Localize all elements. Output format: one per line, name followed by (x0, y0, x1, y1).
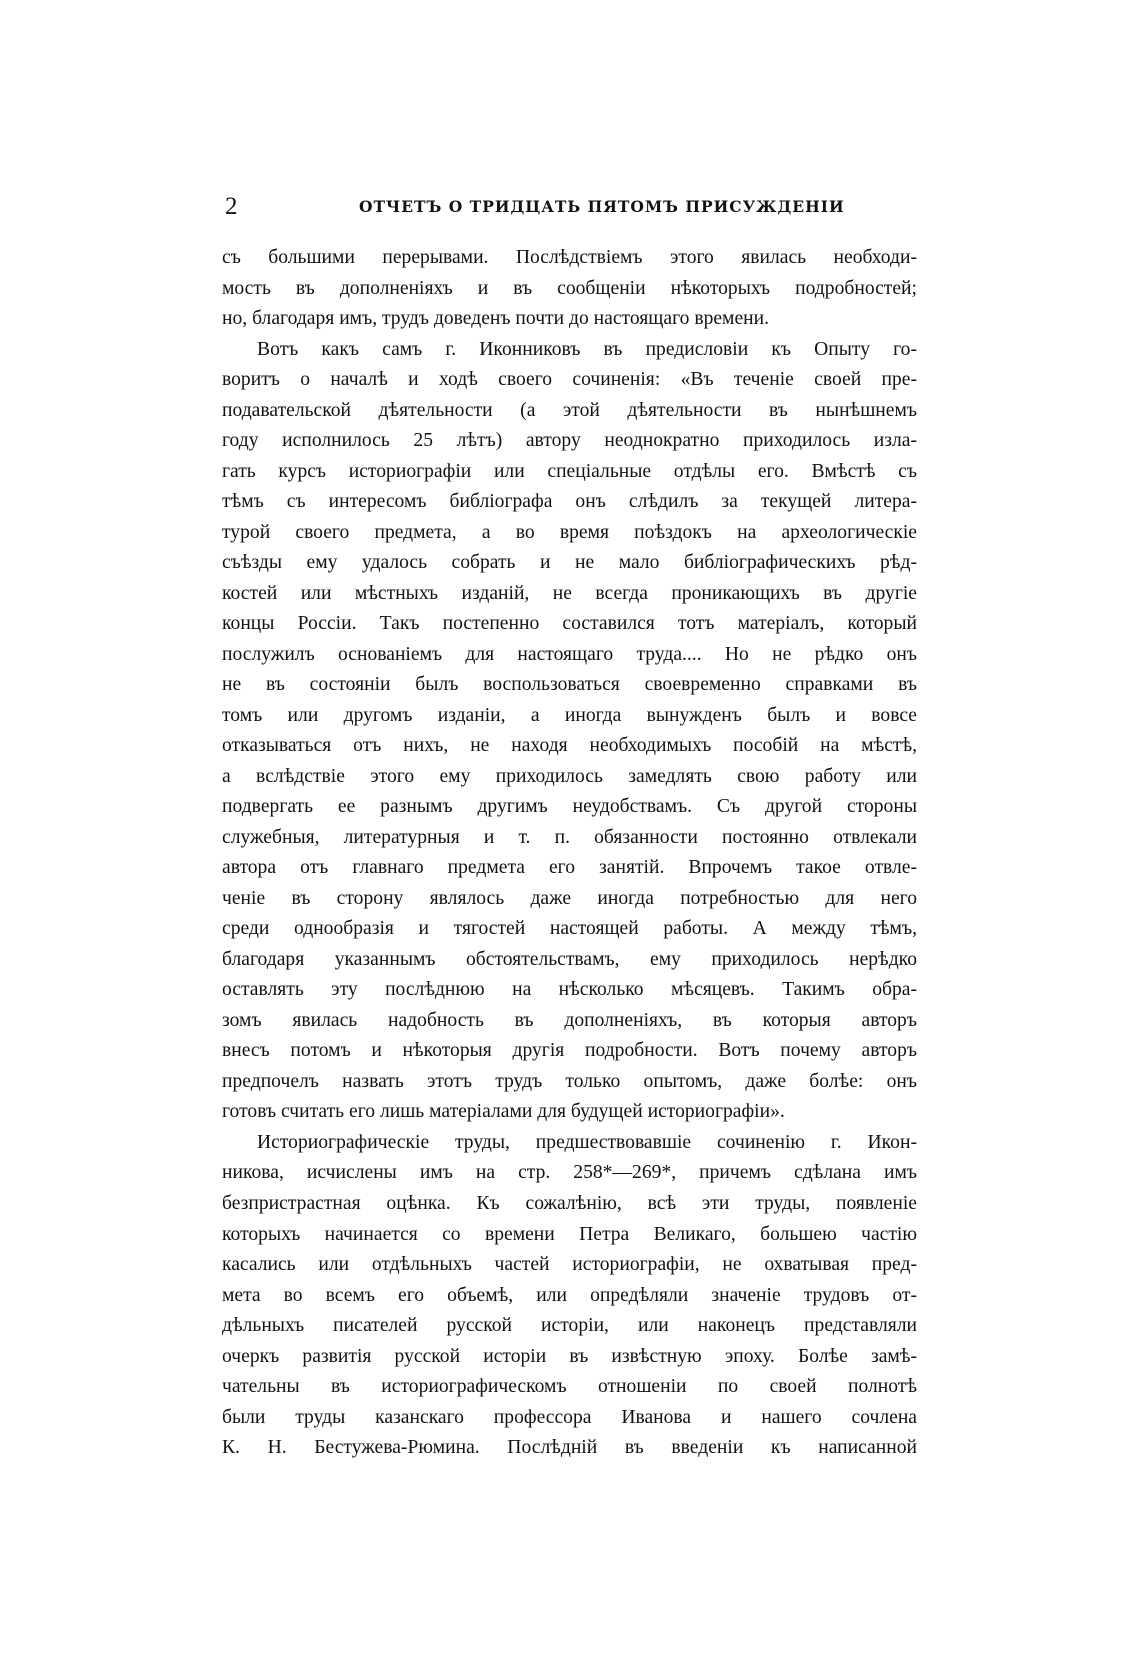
text-line: турой своего предмета, а во время поѣздокъ на археологическіе (222, 521, 917, 543)
running-head (225, 191, 915, 223)
text-line: готовъ считать его лишь матеріалами для будущей историографіи». (222, 1101, 785, 1123)
text-line: гать курсъ историографіи или спеціальные отдѣлы его. Вмѣстѣ съ (222, 460, 917, 482)
text-line: К. Н. Бестужева-Рюмина. Послѣдній въ введеніи къ написанной (222, 1437, 917, 1459)
text-line: подавательской дѣятельности (а этой дѣятельности въ нынѣшнемъ (222, 399, 917, 421)
text-line: съ большими перерывами. Послѣдствіемъ этого явилась необходи- (222, 247, 917, 268)
text-line: среди однообразія и тягостей настоящей работы. А между тѣмъ, (222, 918, 917, 940)
text-line: благодаря указаннымъ обстоятельствамъ, ему приходилось нерѣдко (222, 948, 917, 970)
text-line: отказываться отъ нихъ, не находя необходимыхъ пособій на мѣстѣ, (222, 735, 917, 757)
text-line: никова, исчислены имъ на стр. 258*—269*, причемъ сдѣлана имъ (222, 1162, 917, 1184)
text-line: чательны въ историографическомъ отношеніи по своей полнотѣ (222, 1376, 917, 1398)
text-line: ченіе въ сторону являлось даже иногда потребностью для него (222, 887, 917, 909)
text-line: внесъ потомъ и нѣкоторыя другія подробности. Вотъ почему авторъ (222, 1040, 917, 1062)
text-line: концы Россіи. Такъ постепенно составился тотъ матеріалъ, который (222, 613, 917, 635)
text-line: а вслѣдствіе этого ему приходилось замедлять свою работу или (222, 765, 917, 787)
text-line: Историографическіе труды, предшествовавшіе сочиненію г. Икон- (257, 1131, 917, 1153)
text-line: костей или мѣстныхъ изданій, не всегда проникающихъ въ другіе (222, 582, 917, 604)
text-line: касались или отдѣльныхъ частей историографіи, не охватывая пред- (222, 1254, 917, 1276)
text-line: служебныя, литературныя и т. п. обязанности постоянно отвлекали (222, 826, 917, 848)
text-line: были труды казанскаго профессора Иванова и нашего сочлена (222, 1406, 917, 1428)
text-line: мость въ дополненіяхъ и въ сообщеніи нѣкоторыхъ подробностей; (222, 277, 917, 299)
text-line: тѣмъ съ интересомъ библіографа онъ слѣдилъ за текущей литера- (222, 491, 917, 513)
text-line: зомъ явилась надобность въ дополненіяхъ, въ которыя авторъ (222, 1009, 917, 1031)
text-line: автора отъ главнаго предмета его занятій. Впрочемъ такое отвле- (222, 857, 917, 879)
text-line: безпристрастная оцѣнка. Къ сожалѣнію, всѣ эти труды, появленіе (222, 1192, 917, 1214)
text-line: съѣзды ему удалось собрать и не мало библіографическихъ рѣд- (222, 552, 917, 574)
text-line: подвергать ее разнымъ другимъ неудобствамъ. Съ другой стороны (222, 796, 917, 818)
body-text (222, 243, 917, 1464)
text-line: году исполнилось 25 лѣтъ) автору неоднократно приходилось изла- (222, 430, 917, 452)
text-line: предпочелъ назвать этотъ трудъ только опытомъ, даже болѣе: онъ (222, 1070, 917, 1092)
text-line: дѣльныхъ писателей русской исторіи, или наконецъ представляли (222, 1315, 917, 1337)
text-line: послужилъ основаніемъ для настоящаго труда.... Но не рѣдко онъ (222, 643, 917, 665)
text-line: очеркъ развитія русской исторіи въ извѣстную эпоху. Болѣе замѣ- (222, 1345, 917, 1367)
text-line: оставлять эту послѣднюю на нѣсколько мѣсяцевъ. Такимъ обра- (222, 979, 917, 1001)
text-line: Вотъ какъ самъ г. Иконниковъ въ предисловіи къ Опыту го- (257, 338, 917, 360)
text-line: воритъ о началѣ и ходѣ своего сочиненія: «Въ теченіе своей пре- (222, 369, 917, 391)
text-line: которыхъ начинается со времени Петра Великаго, большею частію (222, 1223, 917, 1245)
text-line: томъ или другомъ изданіи, а иногда вынужденъ былъ и вовсе (222, 704, 917, 726)
text-line: не въ состояніи былъ воспользоваться своевременно справками въ (222, 674, 917, 696)
text-line: мета во всемъ его объемѣ, или опредѣляли значеніе трудовъ от- (222, 1284, 917, 1306)
page-number: 2 (225, 193, 238, 220)
text-line: но, благодаря имъ, трудъ доведенъ почти до настоящаго времени. (222, 308, 770, 330)
running-head-title: ОТЧЕТЪ О ТРИДЦАТЬ ПЯТОМЪ ПРИСУЖДЕНІИ (359, 197, 845, 216)
